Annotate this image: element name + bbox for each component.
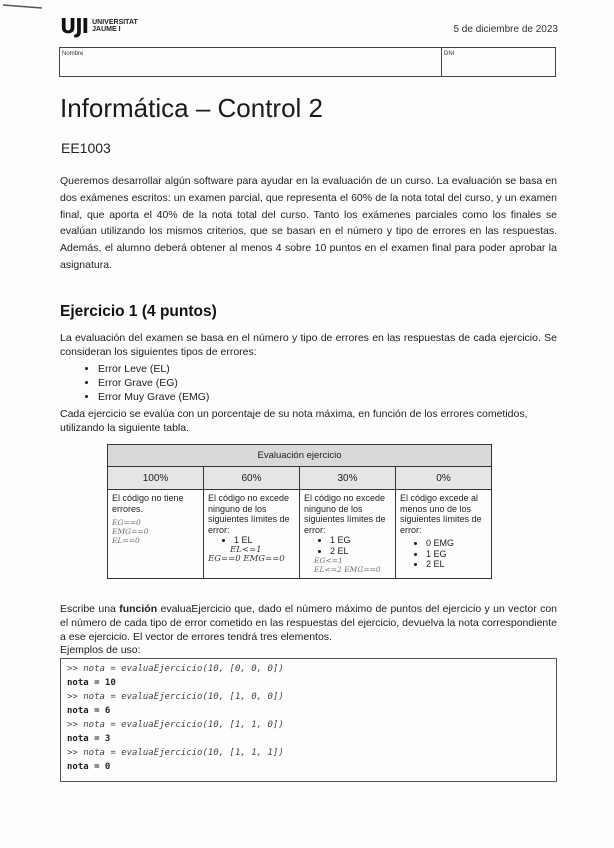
handwritten-note: EL==0 bbox=[112, 536, 140, 545]
column-header: 60% bbox=[204, 467, 300, 490]
code-command-line: >> nota = evaluaEjercicio(10, [1, 1, 1]) bbox=[67, 748, 284, 758]
table-title: Evaluación ejercicio bbox=[108, 445, 492, 467]
logo-text bbox=[92, 19, 138, 34]
handwritten-note: EMG==0 bbox=[243, 553, 285, 564]
page-title: Informática – Control 2 bbox=[60, 93, 324, 123]
limit-list bbox=[208, 535, 295, 546]
column-header: 30% bbox=[300, 467, 396, 490]
exercise-paragraph-1: La evaluación del examen se basa en el número y tipo de errores en las respuestas de cada ejercicio. Se consideran los siguientes tipos de errores: bbox=[60, 332, 557, 358]
list-item: • 2 EL bbox=[330, 546, 391, 557]
table-cell-100 bbox=[108, 490, 204, 579]
exercise-paragraph-2: Cada ejercicio se evalúa con un porcentaje de su nota máxima, en función de los errores cometidos, utilizando la siguiente tabla. bbox=[60, 408, 528, 434]
exam-date: 5 de diciembre de 2023 bbox=[453, 24, 558, 35]
table-cell-0 bbox=[396, 490, 492, 579]
list-item: • 1 EG bbox=[330, 535, 391, 546]
logo-line-1: UNIVERSITAT bbox=[92, 18, 138, 26]
limit-list bbox=[304, 535, 391, 556]
university-logo bbox=[60, 16, 138, 36]
p3-text-post: evaluaEjercicio que, dado el número máximo de puntos del ejercicio y un vector con el número de cada tipo de error cometido en las respuestas del ejercicio, devuelva la nota correspondiente a ese ejercicio. El vector de errores tendrá tres elementos. bbox=[60, 603, 557, 643]
cell-text: El código no tiene errores. bbox=[112, 493, 184, 514]
name-box-divider bbox=[441, 48, 442, 76]
error-type-list bbox=[78, 362, 209, 404]
list-item: • 1 EG bbox=[426, 549, 487, 560]
handwritten-row bbox=[208, 555, 295, 564]
code-output-line: nota = 6 bbox=[67, 706, 111, 716]
logo-line-2: JAUME I bbox=[92, 26, 121, 33]
handwritten-note: EG==0 bbox=[208, 553, 241, 564]
evaluation-table bbox=[107, 444, 492, 579]
p3-bold-word: función bbox=[119, 603, 158, 615]
handwritten-note: EG<=1 bbox=[314, 556, 343, 565]
name-field-label: Nombre bbox=[62, 51, 84, 57]
course-code: EE1003 bbox=[61, 140, 111, 156]
code-output-line: nota = 0 bbox=[67, 762, 111, 772]
list-item: • Error Leve (EL) bbox=[98, 362, 209, 376]
code-example-box bbox=[60, 658, 557, 782]
list-item: • Error Muy Grave (EMG) bbox=[98, 390, 209, 404]
list-item: • 2 EL bbox=[426, 559, 487, 570]
exercise-paragraph-3 bbox=[60, 602, 557, 644]
examples-label: Ejemplos de uso: bbox=[60, 644, 141, 656]
list-item: • 0 EMG bbox=[426, 538, 487, 549]
list-item: • 1 EL bbox=[234, 535, 295, 546]
code-command-line: >> nota = evaluaEjercicio(10, [1, 0, 0]) bbox=[67, 692, 284, 702]
list-item: • Error Grave (EG) bbox=[98, 376, 209, 390]
intro-paragraph: Queremos desarrollar algún software para ayudar en la evaluación de un curso. La evaluación se basa en dos exámenes escritos: un examen parcial, que representa el 60% de la nota total del curso, y un examen final, que aporta el 40% de la nota total del curso. Tanto los exámenes parciales como los finales se evalúan utilizando los mismos criterios, que se basan en el número y tipo de errores en las respuestas. Además, el alumno deberá obtener al menos 4 sobre 10 puntos en el examen final para poder aprobar la asignatura. bbox=[60, 175, 557, 271]
table-cell-30 bbox=[300, 490, 396, 579]
cell-text: El código excede al menos uno de los siguientes límites de error: bbox=[400, 493, 482, 535]
handwritten-row bbox=[304, 565, 391, 574]
column-header: 0% bbox=[396, 467, 492, 490]
column-header: 100% bbox=[108, 467, 204, 490]
pen-stroke-mark bbox=[2, 4, 44, 10]
logo-mark: UJI bbox=[60, 14, 89, 38]
limit-list bbox=[400, 538, 487, 570]
handwritten-note: EL<=1 bbox=[230, 544, 262, 555]
code-output-line: nota = 3 bbox=[67, 734, 111, 744]
student-info-box bbox=[59, 47, 556, 77]
handwritten-note: EMG==0 bbox=[344, 565, 381, 574]
table-cell-60 bbox=[204, 490, 300, 579]
code-command-line: >> nota = evaluaEjercicio(10, [0, 0, 0]) bbox=[67, 664, 284, 674]
code-command-line: >> nota = evaluaEjercicio(10, [1, 1, 0]) bbox=[67, 720, 284, 730]
handwritten-note: EMG==0 bbox=[112, 527, 149, 536]
dni-field-label: DNI bbox=[444, 51, 455, 57]
cell-text: El código no excede ninguno de los siguientes límites de error: bbox=[304, 493, 386, 535]
p3-text-pre: Escribe una bbox=[60, 603, 120, 615]
cell-text: El código no excede ninguno de los siguientes límites de error: bbox=[208, 493, 290, 535]
handwritten-note: EL<=2 bbox=[314, 565, 342, 574]
code-output-line: nota = 10 bbox=[67, 678, 116, 688]
exercise-heading: Ejercicio 1 (4 puntos) bbox=[60, 303, 217, 320]
handwritten-note: EG==0 bbox=[112, 518, 141, 527]
